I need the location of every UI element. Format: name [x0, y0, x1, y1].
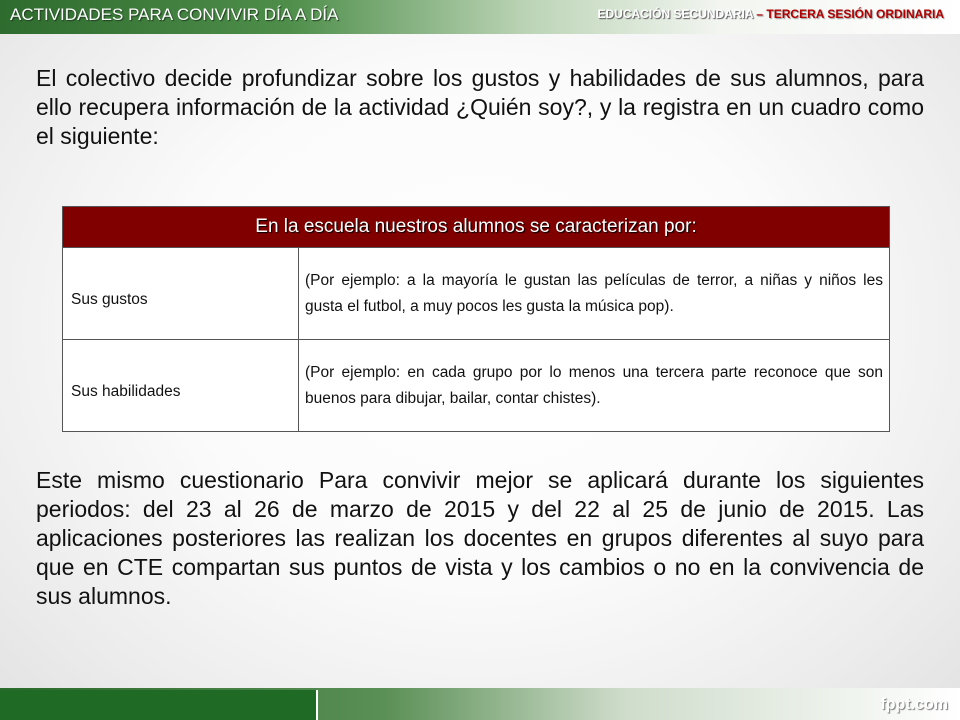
intro-paragraph: El colectivo decide profundizar sobre los gustos y habilidades de sus alumnos, para ello recupera información de la actividad ¿Quién soy?, y la registra en un cuadro como el siguiente:	[36, 65, 924, 149]
row-label-habilidades: Sus habilidades	[63, 340, 299, 432]
slide-header-info	[598, 7, 944, 21]
row-text-gustos: (Por ejemplo: a la mayoría le gustan las películas de terror, a niñas y niños les gusta el futbol, a muy pocos les gusta la música pop).	[299, 248, 890, 340]
table-row	[63, 248, 890, 340]
slide-header-title: ACTIVIDADES PARA CONVIVIR DÍA A DÍA	[10, 5, 339, 24]
closing-paragraph: Este mismo cuestionario Para convivir mejor se aplicará durante los siguientes periodos: del 23 al 26 de marzo de 2015 y del 22 al 25 de junio de 2015. Las aplicaciones posteriores las realizan los docentes en grupos diferentes al suyo para que en CTE compartan sus puntos de vista y los cambios o no en la convivencia de sus alumnos.	[36, 467, 924, 609]
row-label-gustos: Sus gustos	[63, 248, 299, 340]
table-row	[63, 340, 890, 432]
table-header: En la escuela nuestros alumnos se caracterizan por:	[63, 207, 890, 248]
bottom-green-block	[0, 690, 318, 720]
brand-footer: fppt.com	[880, 696, 948, 713]
education-level-label: EDUCACIÓN SECUNDARIA	[597, 7, 754, 21]
row-text-habilidades: (Por ejemplo: en cada grupo por lo menos una tercera parte reconoce que son buenos para dibujar, bailar, contar chistes).	[299, 340, 890, 432]
characteristics-table	[62, 206, 890, 432]
header-separator: –	[753, 7, 767, 21]
session-label: TERCERA SESIÓN ORDINARIA	[766, 7, 944, 21]
